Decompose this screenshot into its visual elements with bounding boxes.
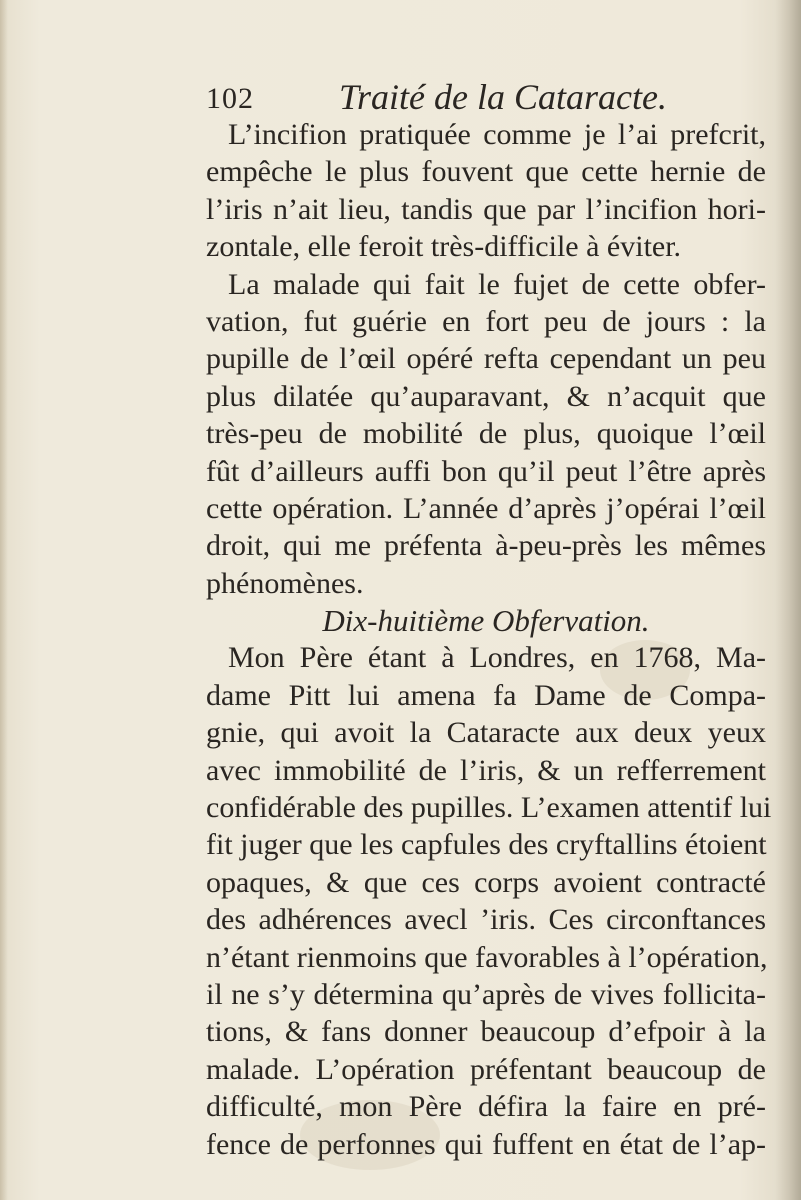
page-number: 102 [206, 82, 254, 115]
text-line: zontale, elle feroit très-difficile à éviter. [206, 230, 682, 264]
text-line: il ne s’y détermina qu’après de vives follicita- [206, 977, 766, 1011]
text-line: gnie, qui avoit la Cataracte aux deux yeux [206, 716, 766, 750]
text-line: phénomènes. [206, 566, 364, 600]
text-line: l’iris n’ait lieu, tandis que par l’incifion hori- [206, 192, 766, 226]
text-line: opaques, & que ces corps avoient contracté [206, 865, 766, 899]
text-line: empêche le plus fouvent que cette hernie de [206, 155, 766, 189]
text-line: droit, qui me préfenta à-peu-près les mêmes [206, 529, 766, 563]
text-line: très-peu de mobilité de plus, quoique l’œil [206, 417, 766, 451]
page-binding-shadow [775, 0, 801, 1200]
text-line: n’étant rienmoins que favorables à l’opération, [206, 940, 768, 974]
text-line: avec immobilité de l’iris, & un refferrement [206, 753, 766, 787]
text-line: L’incifion pratiquée comme je l’ai prefcrit, [228, 118, 766, 151]
body-text [206, 116, 772, 1163]
text-line: plus dilatée qu’auparavant, & n’acquit que [206, 379, 766, 413]
running-title: Traité de la Cataracte. [339, 77, 667, 117]
text-line: La malade qui fait le fujet de cette obfer- [228, 267, 766, 301]
page-header [206, 72, 706, 116]
text-line: malade. L’opération préfentant beaucoup de [206, 1052, 766, 1086]
text-line: pupille de l’œil opéré refta cependant un peu [206, 342, 766, 376]
text-line: difficulté, mon Père défira la faire en pré- [206, 1090, 766, 1124]
text-line: Mon Père étant à Londres, en 1768, Ma- [228, 641, 766, 675]
text-line: fût d’ailleurs auffi bon qu’il peut l’être après [206, 454, 766, 488]
text-line: dame Pitt lui amena fa Dame de Compa- [206, 678, 766, 712]
section-heading: Dix-huitième Obfervation. [322, 603, 650, 639]
text-line: fence de perfonnes qui fuffent en état de l’ap- [206, 1127, 766, 1161]
text-line: confidérable des pupilles. L’examen attentif lui [206, 791, 772, 825]
text-line: cette opération. L’année d’après j’opérai l’œil [206, 491, 766, 525]
page-left-edge [0, 0, 8, 1200]
text-line: fit juger que les capfules des cryftallins étoient [206, 828, 767, 862]
text-line: vation, fut guérie en fort peu de jours : la [206, 304, 766, 338]
text-line: des adhérences avecl ’iris. Ces circonftances [206, 903, 766, 937]
text-line: tions, & fans donner beaucoup d’efpoir à la [206, 1015, 766, 1049]
